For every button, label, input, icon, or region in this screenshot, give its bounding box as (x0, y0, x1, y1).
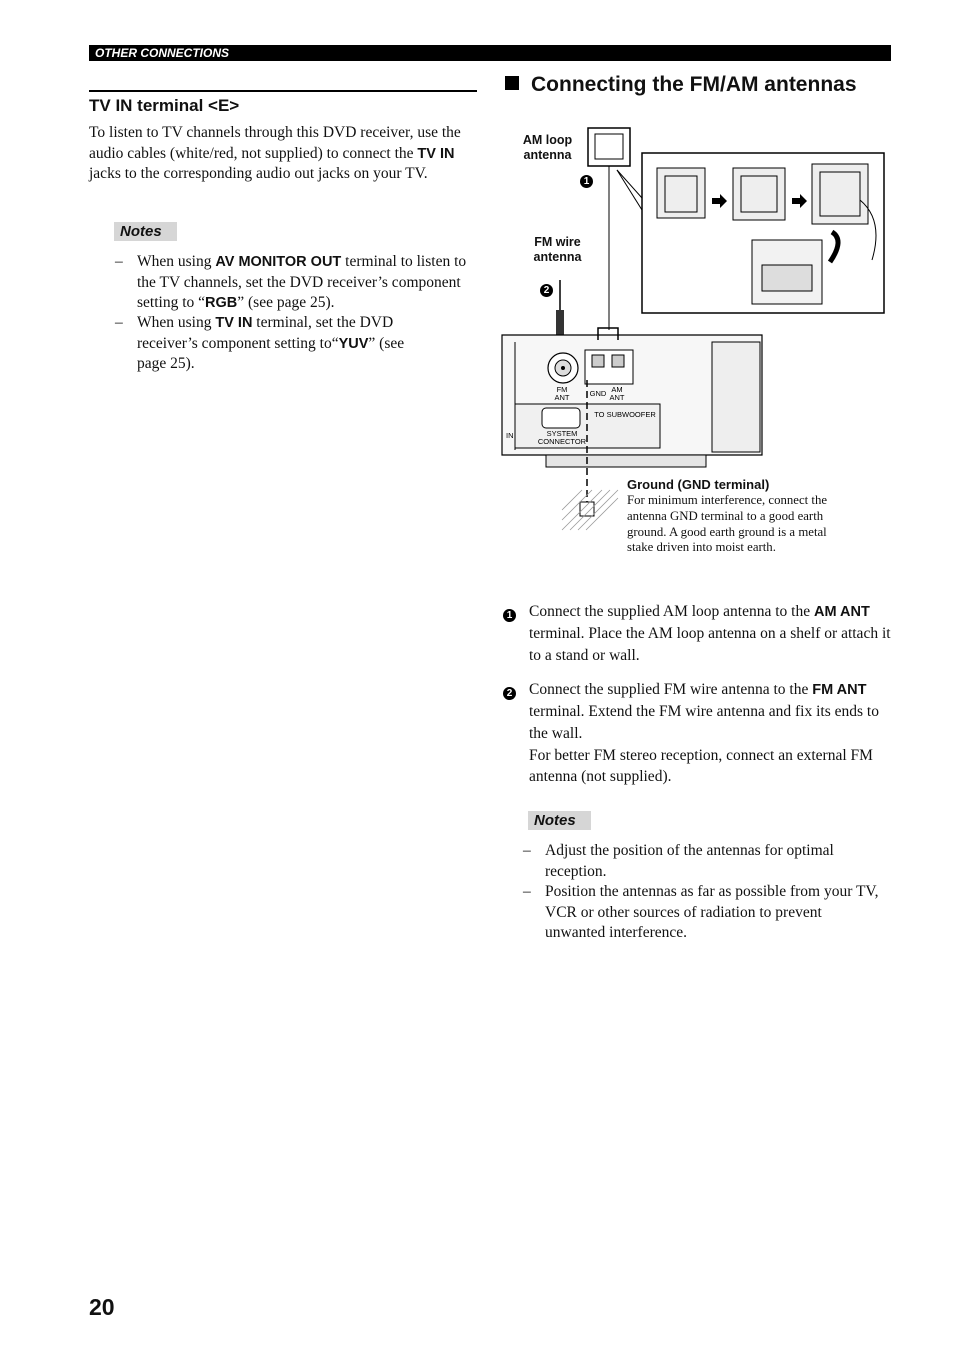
receiver-rear-panel (502, 328, 762, 467)
note-item: – When using AV MONITOR OUT terminal to listen to the TV channels, set the DVD receiver’s component setting to “RGB” (see page 25). (115, 253, 467, 311)
step-1-text: Connect the supplied AM loop antenna to the AM ANT terminal. Place the AM loop antenna on a shelf or attach it to a stand or wall. (529, 603, 891, 664)
step-2-number: 2 (503, 683, 516, 701)
note-item: – When using TV IN terminal, set the DVD receiver’s component setting to“YUV” (see page 25). (115, 314, 405, 372)
to-subwoofer-label: TO SUBWOOFER (594, 410, 656, 419)
step-2-text: Connect the supplied FM wire antenna to the FM ANT terminal. Extend the FM wire antenna and fix its ends to the wall. (529, 681, 879, 742)
am-loop-label: AM loop antenna (522, 133, 573, 162)
am-loop-assembly-inset (642, 153, 884, 313)
tv-in-intro (89, 123, 477, 185)
step-2-extra: For better FM stereo reception, connect an external FM antenna (not supplied). (529, 747, 873, 785)
intro-text-2: jacks to the corresponding audio out jacks on your TV. (89, 165, 428, 182)
svg-text:CONNECTOR: CONNECTOR (537, 437, 587, 446)
gnd-terminal-label: GND (589, 389, 607, 398)
note-item: – Adjust the position of the antennas for optimal reception. (523, 842, 834, 880)
antennas-heading: Connecting the FM/AM antennas (505, 73, 857, 97)
system-connector-label: SYSTEM (546, 429, 578, 438)
am-ant-terminal-label: AM (611, 385, 623, 394)
ground-description: For minimum interference, connect the antenna GND terminal to a good earth ground. A good earth ground is a metal stake driven into moist earth. (627, 493, 828, 555)
fm-ant-terminal-label: FM (556, 385, 568, 394)
intro-text-1: To listen to TV channels through this DVD receiver, use the audio cables (white/red, not supplied) to connect the (89, 124, 461, 162)
svg-text:ANT: ANT (554, 393, 570, 402)
earth-hatching (562, 490, 618, 530)
heading-square-icon (505, 76, 519, 90)
heading-rule (89, 90, 477, 92)
tv-in-heading: TV IN terminal <E> (89, 96, 240, 115)
fm-wire-label: FM wire antenna (533, 235, 582, 264)
step-1-number: 1 (503, 605, 516, 623)
am-loop-antenna-icon (588, 128, 630, 330)
notes-label-left: Notes (114, 222, 177, 241)
notes-label-right: Notes (528, 811, 591, 830)
svg-text:ANT: ANT (609, 393, 625, 402)
note-item: – Position the antennas as far as possible from your TV, VCR or other sources of radiation to prevent unwanted interference. (523, 883, 879, 941)
step-2-marker: 2 (540, 280, 553, 298)
page-number: 20 (89, 1294, 115, 1320)
intro-bold-tv-in: TV IN (417, 145, 455, 162)
section-label: OTHER CONNECTIONS (95, 46, 230, 60)
step-1-marker: 1 (580, 171, 593, 189)
ground-title: Ground (GND terminal) (627, 477, 770, 492)
in-label: IN (506, 431, 514, 440)
